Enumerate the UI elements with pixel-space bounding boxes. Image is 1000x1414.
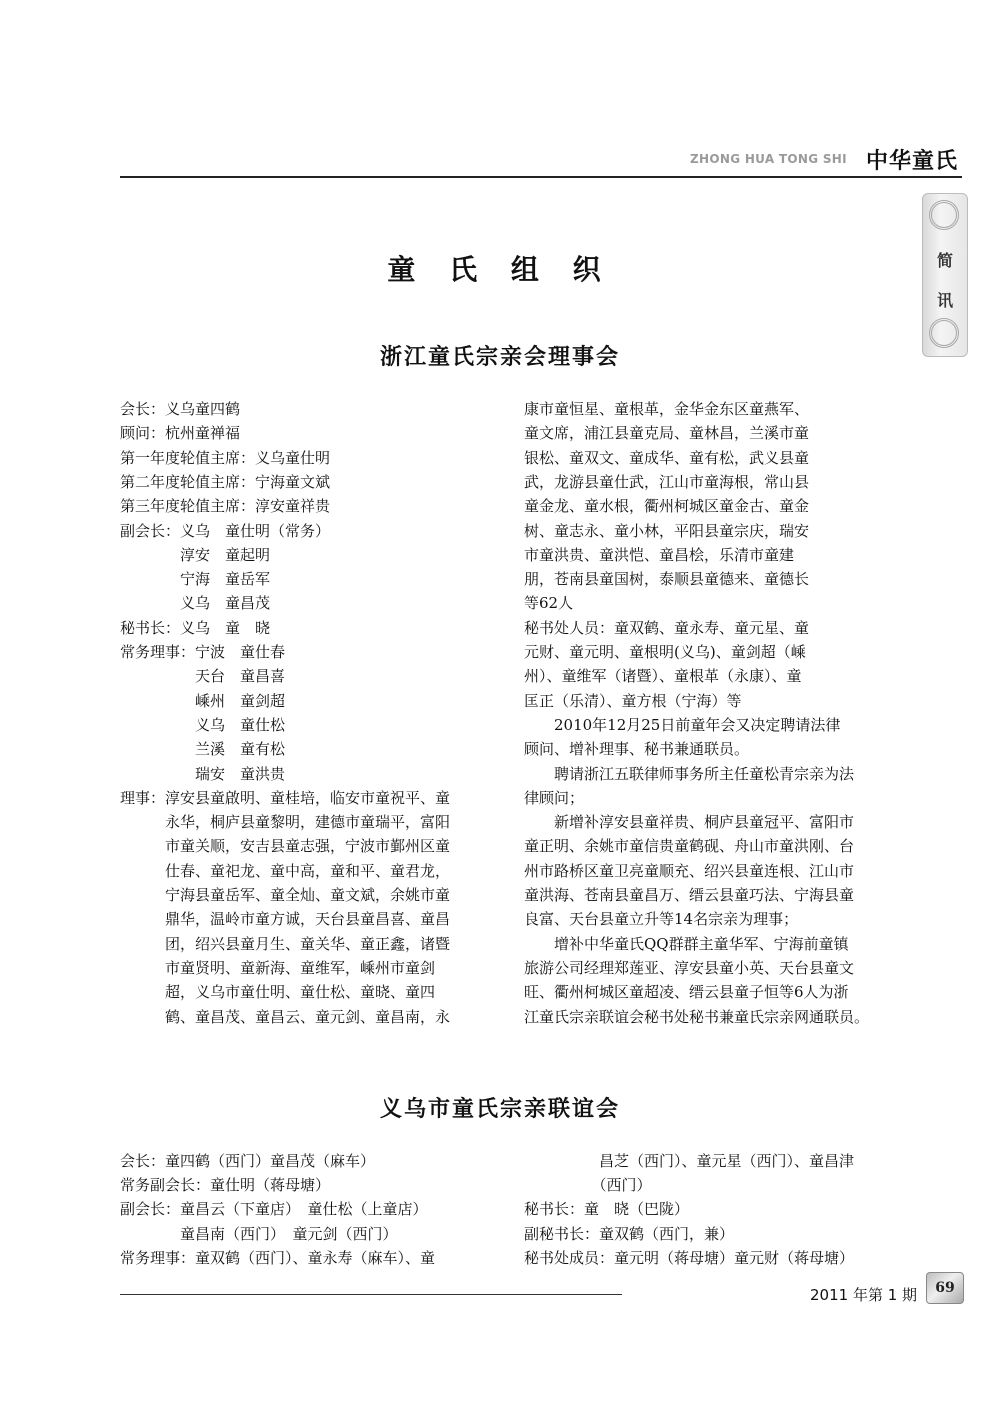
text-line: 增补中华童氏QQ群群主童华军、宁海前童镇 [524, 934, 849, 953]
text-line: 秘书长：童 晓（巴陇） [524, 1200, 690, 1219]
text-line: 常务理事：童双鹤（西门）、童永寿（麻车）、童 [120, 1248, 436, 1267]
text-line: 顾问、增补理事、秘书兼通联员。 [524, 740, 750, 759]
text-line: 昌芝（西门）、童元星（西门）、童昌津 [524, 1152, 855, 1170]
footer-rule [120, 1294, 622, 1295]
text-line: 州）、童维军（诸暨）、童根革（永康）、童 [524, 667, 802, 686]
text-line: 团，绍兴县童月生、童关华、童正鑫，诸暨 [120, 934, 451, 953]
text-line: 旅游公司经理郑莲亚、淳安县童小英、天台县童文 [524, 958, 855, 977]
text-line: 副会长：义乌 童仕明（常务） [120, 521, 331, 540]
text-line: 副秘书长：童双鹤（西门，兼） [524, 1224, 735, 1243]
section-title-zhejiang: 浙江童氏宗亲会理事会 [379, 345, 620, 370]
text-line: 元财、童元明、童根明(义乌)、童剑超（嵊 [524, 643, 806, 661]
text-line: 朋，苍南县童国树，泰顺县童德来、童德长 [524, 570, 810, 589]
text-line: 兰溪 童有松 [120, 740, 286, 759]
text-line: 淳安 童起明 [120, 545, 271, 564]
text-line: 会长：义乌童四鹤 [120, 400, 241, 418]
text-line: 匡正（乐清）、童方根（宁海）等 [524, 691, 742, 710]
text-line: 旺、衢州柯城区童超凌、缙云县童子恒等6人为浙 [524, 983, 849, 1002]
text-line: 秘书处人员：童双鹤、童永寿、童元星、童 [524, 618, 810, 637]
text-line: 义乌 童昌茂 [120, 594, 271, 613]
text-line: 律顾问； [524, 788, 585, 807]
text-line: 永华，桐庐县童黎明，建德市童瑞平，富阳 [120, 813, 451, 832]
section-title-yiwu: 义乌市童氏宗亲联谊会 [379, 1097, 620, 1122]
text-line: （西门） [524, 1176, 652, 1195]
text-line: 聘请浙江五联律师事务所主任童松青宗亲为法 [524, 764, 855, 783]
text-line: 市童关顺，安吉县童志强，宁波市鄞州区童 [120, 837, 451, 856]
text-line: 常务副会长：童仕明（蒋母塘） [120, 1176, 331, 1195]
text-line: 会长：童四鹤（西门）童昌茂（麻车） [120, 1152, 376, 1170]
text-line: 童昌南（西门） 童元剑（西门） [120, 1224, 398, 1243]
text-line: 顾问：杭州童禅福 [120, 424, 241, 443]
text-line: 副会长：童昌云（下童店） 童仕松（上童店） [120, 1200, 428, 1219]
text-line: 江童氏宗亲联谊会秘书处秘书兼童氏宗亲网通联员。 [524, 1007, 870, 1026]
text-line: 鼎华，温岭市童方诚，天台县童昌喜、童昌 [120, 910, 451, 929]
text-line: 第三年度轮值主席：淳安童祥贵 [120, 497, 331, 516]
side-tab-char-1: 简 [936, 251, 953, 270]
journal-name-cn: 中华童氏 [866, 148, 959, 174]
text-line: 秘书处成员：童元明（蒋母塘）童元财（蒋母塘） [524, 1248, 855, 1267]
text-line: 天台 童昌喜 [120, 667, 286, 686]
text-line: 童正明、余姚市童信贵童鹤砚、舟山市童洪刚、台 [524, 837, 855, 856]
text-line: 新增补淳安县童祥贵、桐庐县童冠平、富阳市 [524, 813, 855, 832]
text-line: 仕春、童祀龙、童中高，童和平、童君龙， [120, 861, 451, 880]
text-line: 瑞安 童洪贵 [120, 764, 286, 783]
page-number: 69 [926, 1272, 964, 1304]
page-title: 童 氏 组 织 [387, 253, 613, 286]
text-line: 2010年12月25日前童年会又决定聘请法律 [524, 715, 841, 734]
text-line: 超，义乌市童仕明、童仕松、童晓、童四 [120, 983, 436, 1002]
text-line: 州市路桥区童卫亮童顺充、绍兴县童连根、江山市 [524, 861, 855, 880]
text-line: 童文席，浦江县童克局、童林昌，兰溪市童 [524, 424, 810, 443]
ornament-icon [929, 200, 959, 230]
issue-label: 2011 年第 1 期 [810, 1286, 918, 1304]
text-line: 市童贤明、童新海、童维军，嵊州市童剑 [120, 958, 436, 977]
text-line: 康市童恒星、童根革，金华金东区童燕军、 [524, 400, 810, 418]
text-line: 良富、天台县童立升等14名宗亲为理事； [524, 910, 799, 929]
text-line: 市童洪贵、童洪恺、童昌桧，乐清市童建 [524, 545, 795, 564]
text-line: 银松、童双文、童成华、童有松，武义县童 [524, 448, 810, 467]
text-line: 第二年度轮值主席：宁海童文斌 [120, 472, 331, 491]
text-line: 宁海 童岳军 [120, 570, 271, 589]
text-line: 树、童志永、童小林，平阳县童宗庆，瑞安 [524, 521, 810, 540]
text-line: 常务理事：宁波 童仕春 [120, 643, 286, 661]
header-rule [120, 176, 962, 178]
text-line: 第一年度轮值主席：义乌童仕明 [120, 448, 331, 467]
text-line: 童金龙、童水根，衢州柯城区童金古、童金 [524, 497, 810, 516]
text-line: 秘书长：义乌 童 晓 [120, 618, 271, 637]
text-line: 理事：淳安县童啟明、童桂培，临安市童祝平、童 [120, 788, 451, 807]
text-line: 嵊州 童剑超 [120, 691, 286, 710]
text-line: 鹤、童昌茂、童昌云、童元剑、童昌南，永 [120, 1007, 451, 1026]
side-tab-char-2: 讯 [936, 291, 953, 310]
text-line: 义乌 童仕松 [120, 715, 286, 734]
text-line: 宁海县童岳军、童全灿、童文斌，余姚市童 [120, 886, 451, 904]
text-line: 等62人 [524, 594, 574, 613]
text-line: 童洪海、苍南县童昌万、缙云县童巧法、宁海县童 [524, 886, 855, 904]
text-line: 武，龙游县童仕武，江山市童海根，常山县 [524, 472, 810, 491]
journal-name-en: ZHONG HUA TONG SHI [690, 152, 847, 166]
